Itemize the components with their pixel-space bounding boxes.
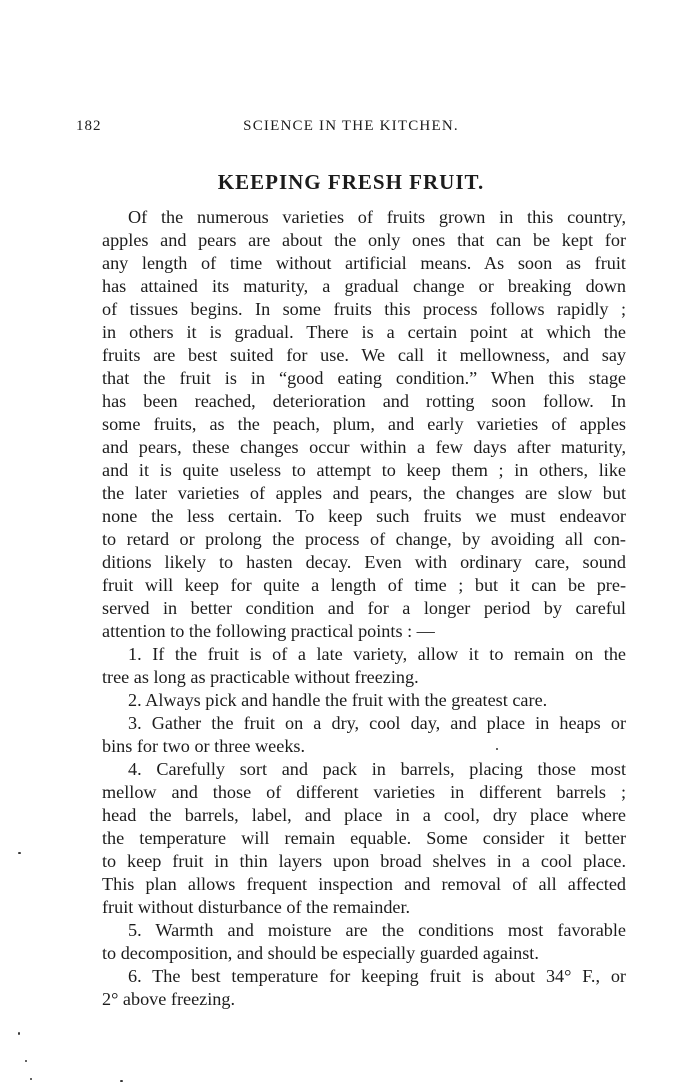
text-line: head the barrels, label, and place in a cool, dry place where (102, 805, 626, 825)
text-line: 2. Always pick and handle the fruit with the greatest care. (128, 690, 548, 710)
text-line: of tissues begins. In some fruits this process follows rapidly ; (102, 299, 626, 319)
section-title: KEEPING FRESH FRUIT. (217, 170, 485, 194)
point-5 (76, 919, 626, 965)
text-line: 4. Carefully sort and pack in barrels, placing those most (128, 759, 626, 779)
text-line: any length of time without artificial means. As soon as fruit (102, 253, 626, 273)
text-line: some fruits, as the peach, plum, and early varieties of apples (102, 414, 626, 434)
text-line: and pears, these changes occur within a few days after maturity, (102, 437, 626, 457)
point-6 (76, 965, 626, 1011)
scan-speck (18, 852, 21, 854)
text-line: ditions likely to hasten decay. Even with ordinary care, sound (102, 552, 626, 572)
running-title: SCIENCE IN THE KITCHEN. (243, 118, 459, 134)
text-line: fruit without disturbance of the remainder. (102, 897, 411, 917)
point-4 (76, 758, 626, 919)
text-line: mellow and those of different varieties in different barrels ; (102, 782, 626, 802)
text-line: Of the numerous varieties of fruits grown in this country, (128, 207, 626, 227)
scan-speck (120, 1080, 123, 1082)
text-line: has been reached, deterioration and rotting soon follow. In (102, 391, 626, 411)
point-1 (76, 643, 626, 689)
text-line: fruits are best suited for use. We call it mellowness, and say (102, 345, 626, 365)
text-line: This plan allows frequent inspection and removal of all affected (102, 874, 626, 894)
text-line: has attained its maturity, a gradual change or breaking down (102, 276, 626, 296)
text-line: to decomposition, and should be especially guarded against. (102, 943, 539, 963)
text-line: apples and pears are about the only ones that can be kept for (102, 230, 626, 250)
text-line: tree as long as practicable without freezing. (102, 667, 419, 687)
text-line: 3. Gather the fruit on a dry, cool day, and place in heaps or (128, 713, 626, 733)
scan-speck (25, 1060, 27, 1062)
scan-speck (30, 1078, 32, 1080)
text-line: and it is quite useless to attempt to keep them ; in others, like (102, 460, 626, 480)
text-line: that the fruit is in “good eating condition.” When this stage (102, 368, 626, 388)
text-line: to keep fruit in thin layers upon broad shelves in a cool place. (102, 851, 626, 871)
point-2 (76, 689, 626, 712)
text-line: fruit will keep for quite a length of time ; but it can be pre- (102, 575, 626, 595)
scan-speck (496, 748, 498, 750)
scan-speck (18, 1032, 20, 1035)
text-line: the later varieties of apples and pears, the changes are slow but (102, 483, 626, 503)
text-line: bins for two or three weeks. (102, 736, 306, 756)
text-line: 1. If the fruit is of a late variety, allow it to remain on the (128, 644, 626, 664)
text-line: in others it is gradual. There is a certain point at which the (102, 322, 626, 342)
text-line: attention to the following practical points : — (102, 621, 435, 641)
text-line: none the less certain. To keep such fruits we must endeavor (102, 506, 626, 526)
page-number: 182 (76, 118, 102, 134)
body-text (76, 206, 626, 1011)
intro-paragraph (76, 206, 626, 643)
text-line: 5. Warmth and moisture are the conditions most favorable (128, 920, 626, 940)
text-line: the temperature will remain equable. Some consider it better (102, 828, 626, 848)
text-line: 6. The best temperature for keeping fruit is about 34° F., or (128, 966, 626, 986)
running-head (76, 118, 626, 142)
text-line: 2° above freezing. (102, 989, 236, 1009)
text-line: to retard or prolong the process of change, by avoiding all con- (102, 529, 626, 549)
text-line: served in better condition and for a longer period by careful (102, 598, 626, 618)
point-3 (76, 712, 626, 758)
